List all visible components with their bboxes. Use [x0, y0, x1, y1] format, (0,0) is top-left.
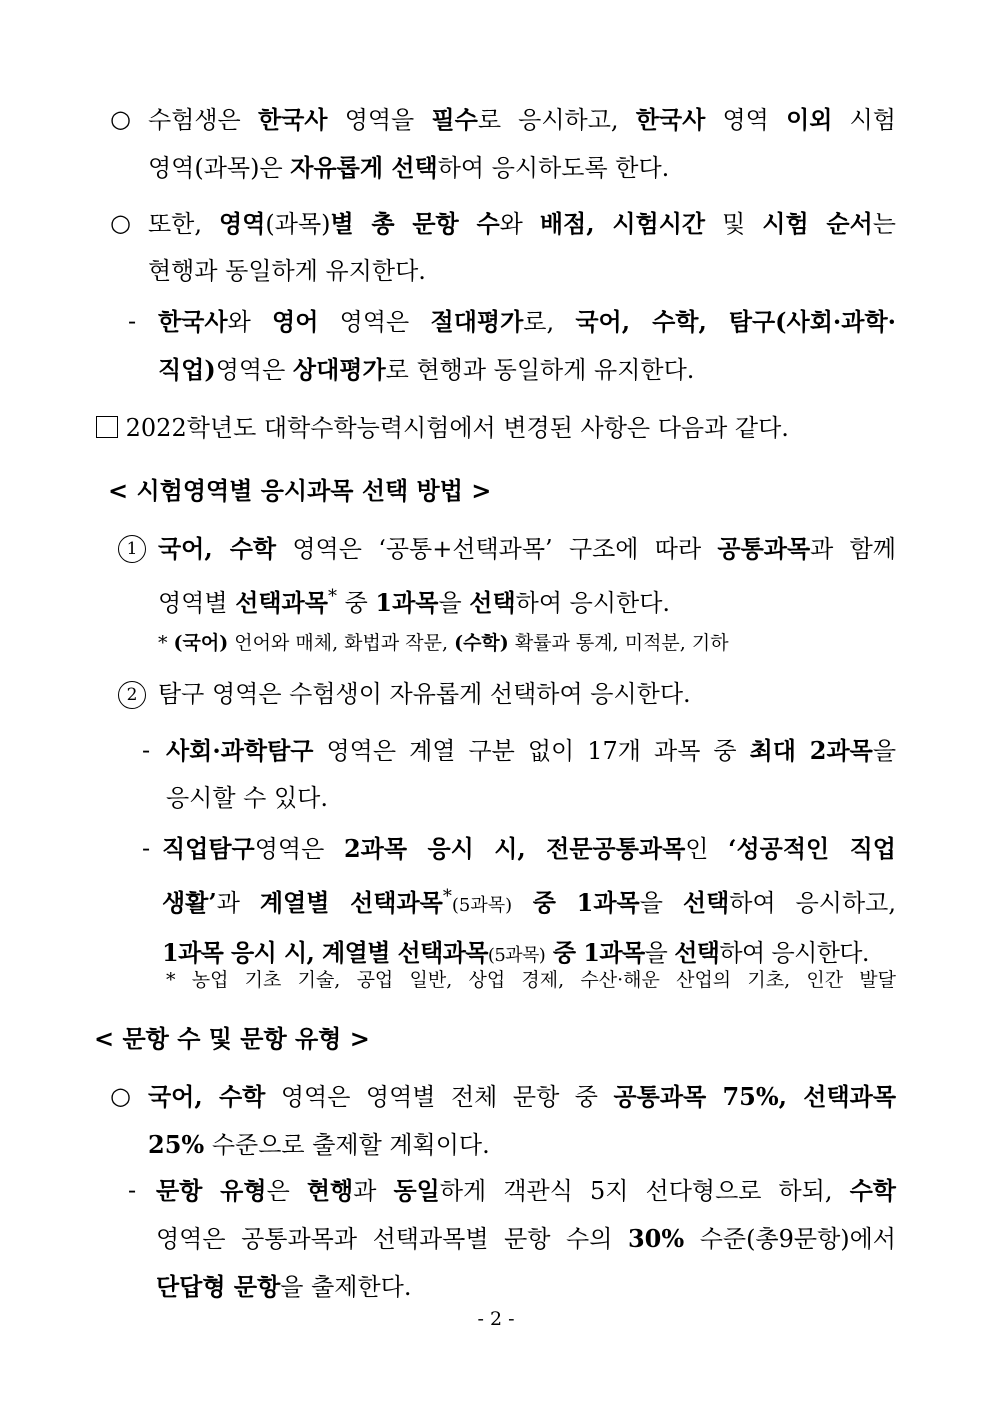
- heading-question-count-type: < 문항 수 및 문항 유형 >: [94, 1024, 370, 1053]
- bullet-dash: -: [128, 1176, 137, 1204]
- paragraph-question-type: - 문항 유형은 현행과 동일하게 객관식 5지 선다형으로 하되, 수학 영역은 공통과목과 선택과목별 문항 수의 30% 수준(총9문항)에서 단답형 문항을 출제한다.: [128, 1167, 896, 1311]
- sub-social-science-inquiry: - 사회·과학탐구 영역은 계열 구분 없이 17개 과목 중 최대 2과목을 응시할 수 있다.: [142, 727, 896, 822]
- item1-line1: 국어, 수학 영역은 ‘공통+선택과목’ 구조에 따라 공통과목과 함께: [158, 534, 896, 563]
- changes-intro: 2022학년도 대학수학능력시험에서 변경된 사항은 다음과 같다.: [96, 405, 896, 452]
- paragraph-maintain-format: [110, 200, 896, 295]
- footnote-korean-math-subjects: * (국어) 언어와 매체, 화법과 작문, (수학) 확률과 통계, 미적분, 기하: [158, 632, 729, 654]
- paragraph-korean-history-required: [110, 96, 896, 192]
- paragraph-evaluation-method: [128, 298, 896, 394]
- checkbox-square-icon: [96, 416, 118, 438]
- sub-vocational-inquiry: - 직업탐구영역은 2과목 응시 시, 전문공통과목인 ‘성공적인 직업 생활’과 계열별 선택과목*(5과목) 중 1과목을 선택하여 응시하고, 1과목 응시 시, 계열별 선택과목(5과목) 중 1과목을 선택하여 응시한다.: [142, 825, 896, 979]
- para2-line1: 또한, 영역(과목)별 총 문항 수와 배점, 시험시간 및 시험 순서는: [148, 209, 896, 238]
- heading-subject-selection: < 시험영역별 응시과목 선택 방법 >: [108, 476, 492, 505]
- bullet-circle: ○: [110, 1082, 131, 1110]
- item-1-korean-math: [118, 525, 896, 627]
- footnote-vocational-subjects: * 농업 기초 기술, 공업 일반, 상업 경제, 수산·해운 산업의 기초, 인간 발달: [166, 969, 896, 991]
- page-number: - 2 -: [477, 1308, 515, 1330]
- item1-line2: 영역별 선택과목* 중 1과목을 선택하여 응시한다.: [158, 586, 671, 617]
- circled-number-2-icon: 2: [118, 681, 146, 709]
- para1-line1: 수험생은 한국사 영역을 필수로 응시하고, 한국사 영역 이외 시험: [148, 105, 896, 134]
- item-2-inquiry: 2 탐구 영역은 수험생이 자유롭게 선택하여 응시한다.: [118, 671, 896, 718]
- paragraph-question-ratio: ○ 국어, 수학 영역은 영역별 전체 문항 중 공통과목 75%, 선택과목 25% 수준으로 출제할 계획이다.: [110, 1073, 896, 1169]
- para3-line2: 직업)영역은 상대평가로 현행과 동일하게 유지한다.: [158, 355, 695, 384]
- para2-line2: 현행과 동일하게 유지한다.: [148, 257, 426, 285]
- bullet-dash: -: [142, 834, 151, 862]
- bullet-circle: ○: [110, 209, 131, 237]
- bullet-dash: -: [142, 736, 151, 764]
- para3-line1: 한국사와 영어 영역은 절대평가로, 국어, 수학, 탐구(사회·과학·: [158, 307, 896, 336]
- circled-number-1-icon: 1: [118, 535, 146, 563]
- para1-line2: 영역(과목)은 자유롭게 선택하여 응시하도록 한다.: [148, 153, 670, 182]
- bullet-circle: ○: [110, 105, 131, 133]
- bullet-dash: -: [128, 307, 137, 335]
